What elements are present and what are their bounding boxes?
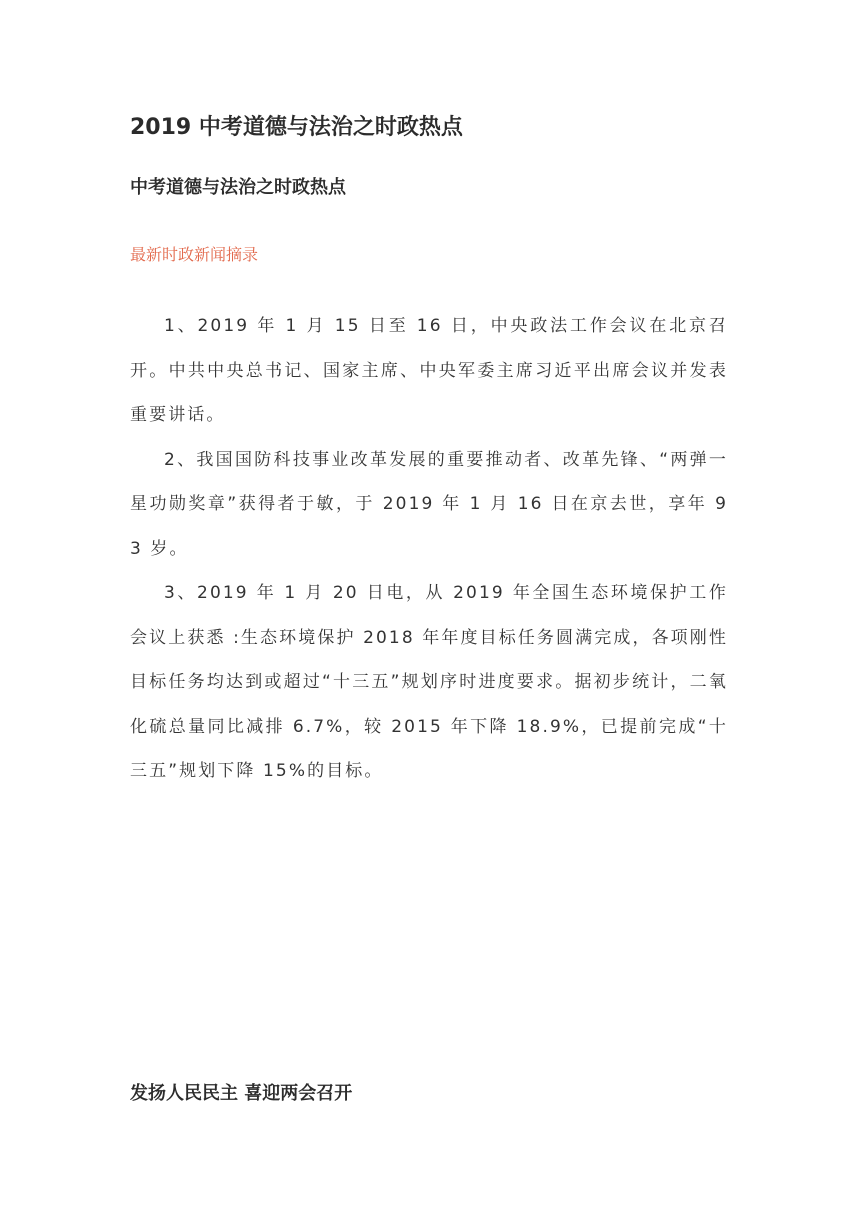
news-item-1: 1、2019 年 1 月 15 日至 16 日，中央政法工作会议在北京召开。中共中央总书记、国家主席、中央军委主席习近平出席会议并发表重要讲话。 [130, 316, 728, 425]
news-list [130, 304, 728, 794]
news-item-2: 2、我国国防科技事业改革发展的重要推动者、改革先锋、“两弹一星功勋奖章”获得者于敏，于 2019 年 1 月 16 日在京去世，享年 93 岁。 [130, 449, 728, 559]
page-subtitle: 中考道德与法治之时政热点 [130, 177, 346, 198]
news-item-3: 3、2019 年 1 月 20 日电，从 2019 年全国生态环境保护工作会议上获悉 :生态环境保护 2018 年年度目标任务圆满完成，各项刚性目标任务均达到或超过“十三五”规划序时进度要求。据初步统计，二氧化硫总量同比减排 6.7%，较 2015 年下降 18.9%，已提前完成“十三五”规划下降 15%的目标。 [130, 583, 728, 781]
section-heading: 发扬人民民主 喜迎两会召开 [130, 1083, 353, 1104]
section-label: 最新时政新闻摘录 [130, 245, 259, 264]
page-title: 2019 中考道德与法治之时政热点 [130, 115, 463, 140]
